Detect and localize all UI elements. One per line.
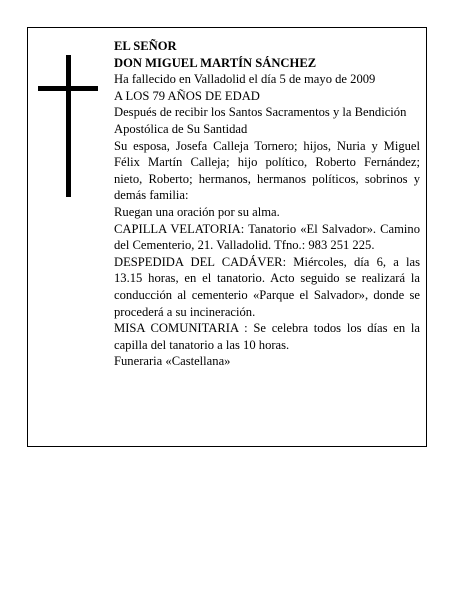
- prayer-request: Ruegan una oración por su alma.: [114, 204, 280, 219]
- farewell-paragraph: DESPEDIDA DEL CADÁVER: Miércoles, día 6, a las 13.15 horas, en el tanatorio. Acto seguido se realizará la conducción al cementerio «Parque el Salvador», donde se procederá a su incineración.: [114, 254, 420, 319]
- deceased-name: DON MIGUEL MARTÍN SÁNCHEZ: [114, 55, 317, 70]
- sacraments-paragraph: Después de recibir los Santos Sacramentos y la Bendición Apostólica de Su Santidad: [114, 105, 407, 136]
- age-at-death: A LOS 79 AÑOS DE EDAD: [114, 88, 260, 103]
- notice-title: EL SEÑOR: [114, 39, 177, 53]
- death-info: Ha fallecido en Valladolid el día 5 de mayo de 2009: [114, 72, 376, 87]
- community-mass-paragraph: MISA COMUNITARIA : Se celebra todos los días en la capilla del tanatorio a las 10 horas.: [114, 321, 420, 352]
- wake-chapel-paragraph: CAPILLA VELATORIA: Tanatorio «El Salvador». Camino del Cementerio, 21. Valladolid. Tfno.: 983 251 225.: [114, 221, 420, 253]
- cross-vertical-bar: [66, 55, 71, 197]
- cross-horizontal-bar: [38, 86, 98, 91]
- family-paragraph: Su esposa, Josefa Calleja Tornero; hijos, Nuria y Miguel Félix Martín Calleja; hijo político, Roberto Fernández; nieto, Roberto; hermanos, hermanos políticos, sobrinos y demás familia:: [114, 138, 420, 203]
- funeral-home: Funeraria «Castellana»: [114, 354, 231, 369]
- obituary-text: [114, 38, 420, 370]
- latin-cross-icon: [38, 55, 98, 197]
